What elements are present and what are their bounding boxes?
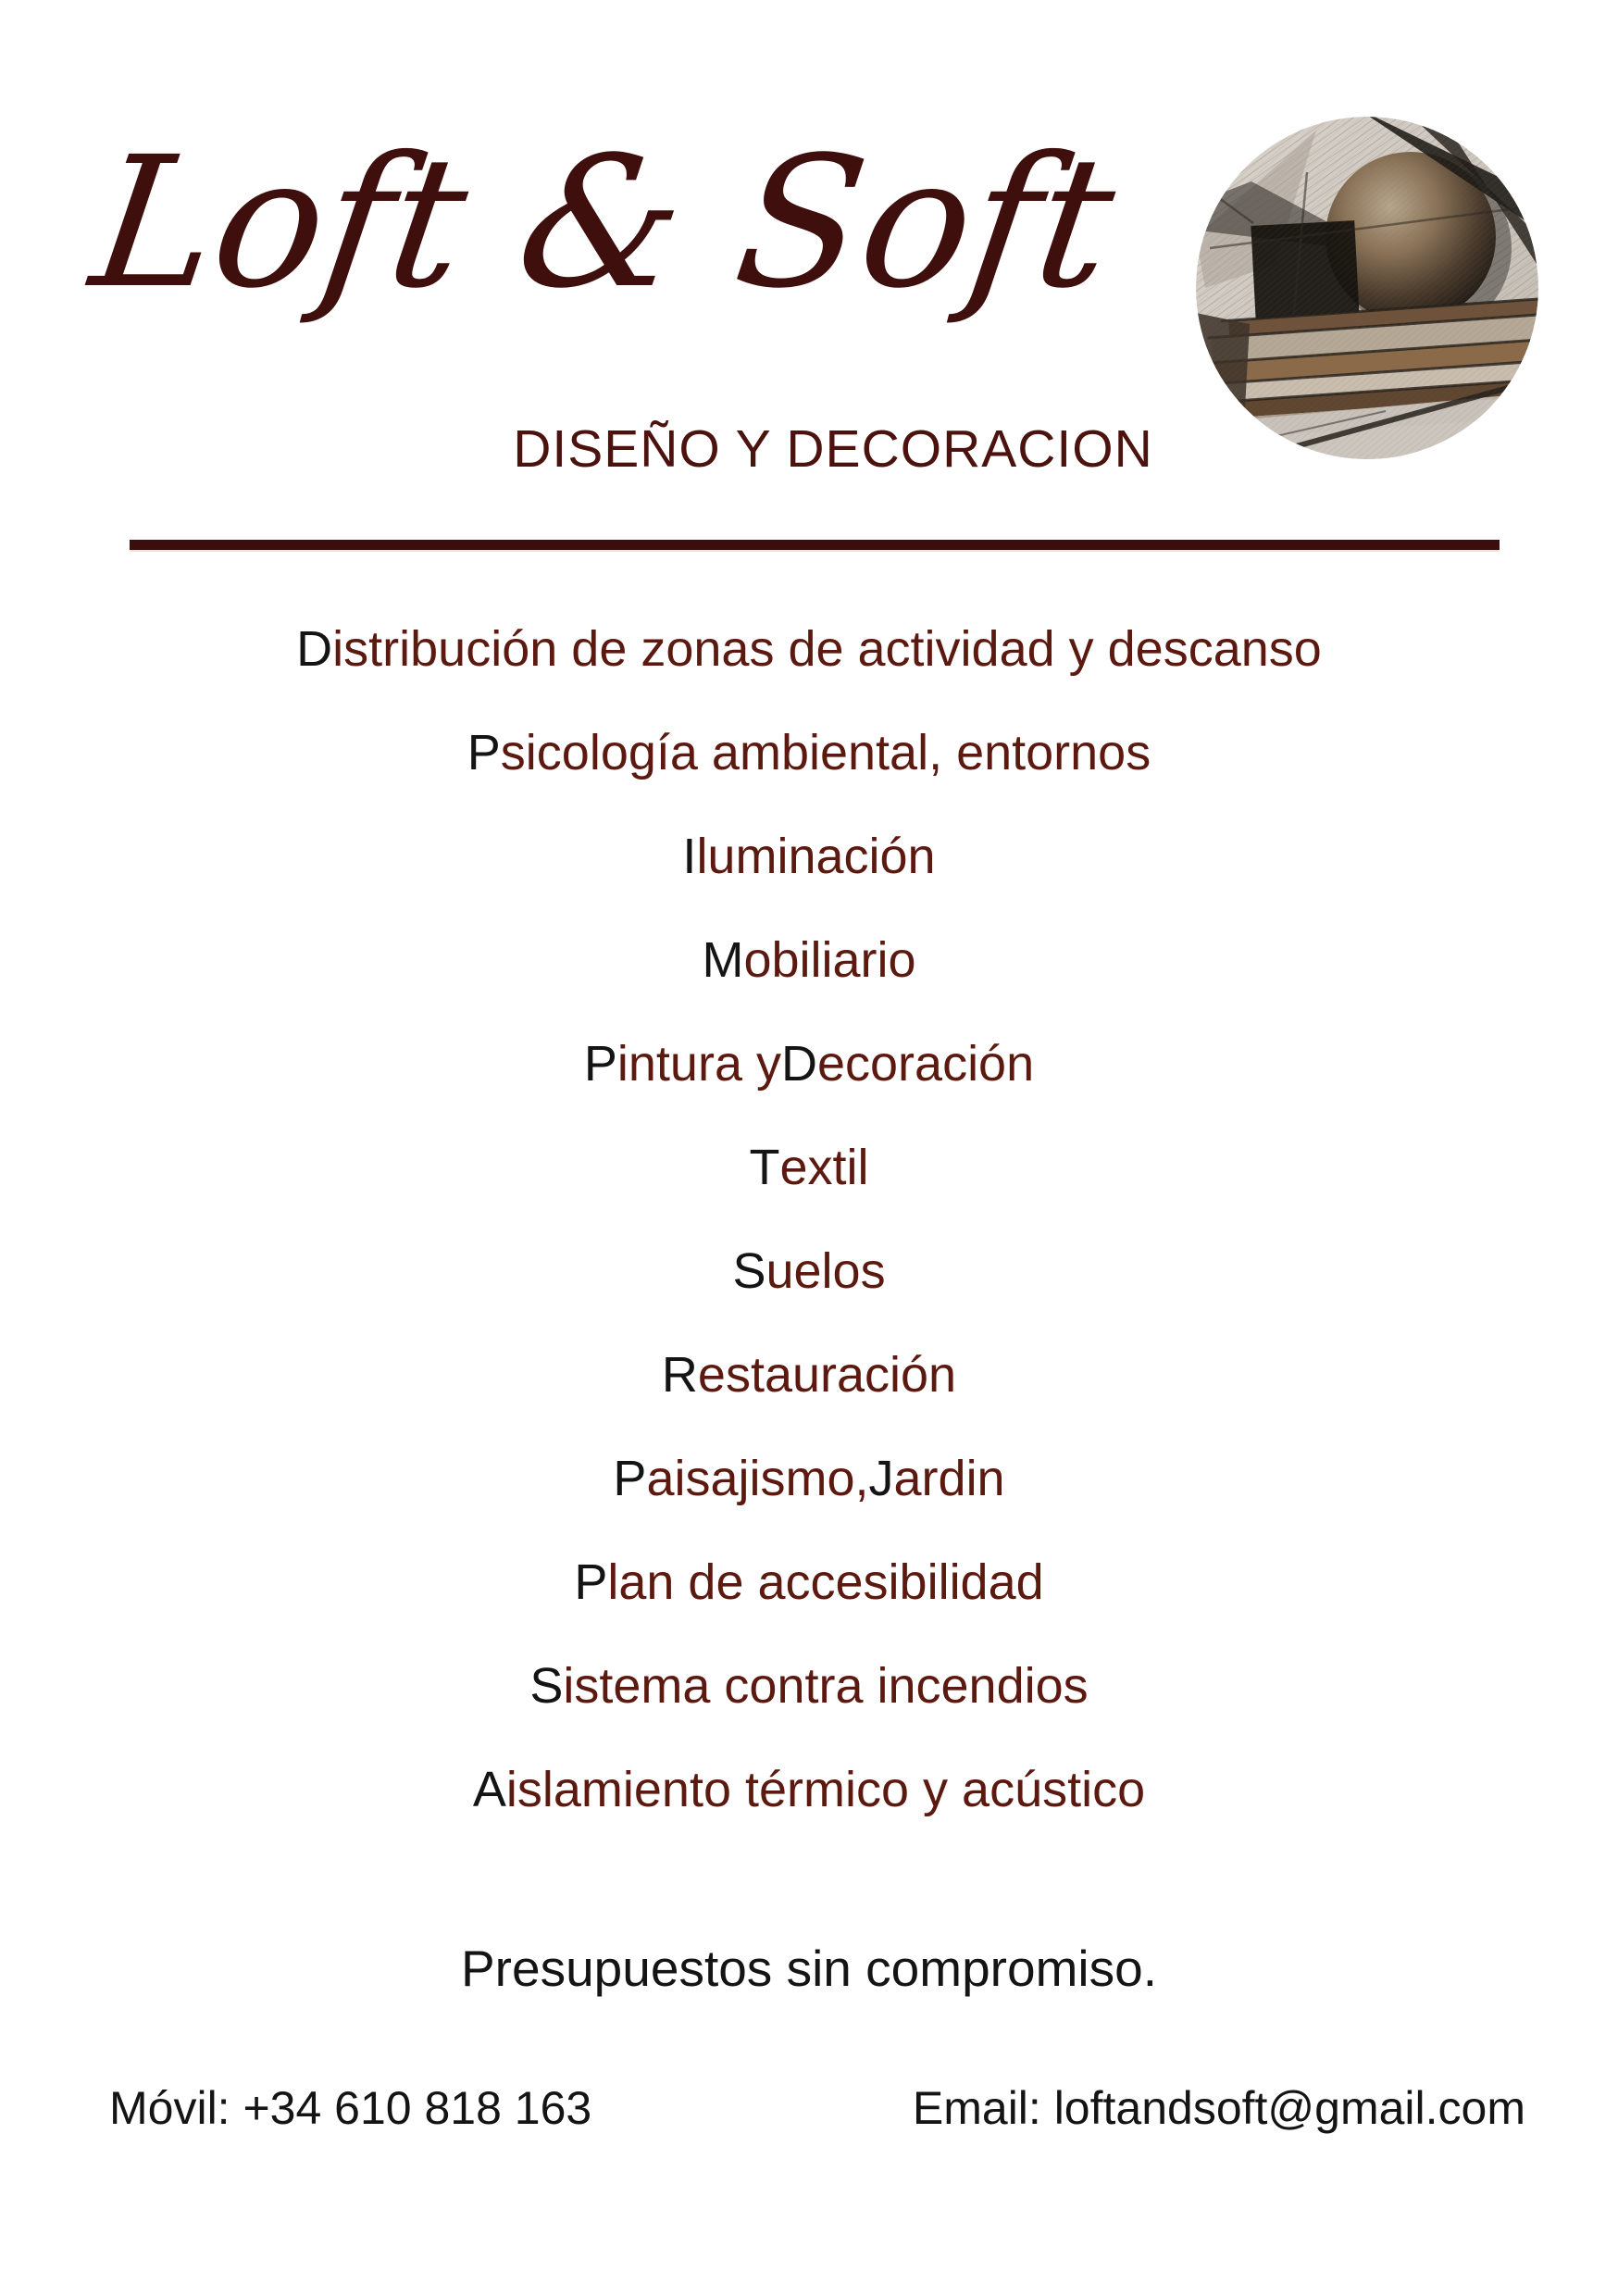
- service-item: P intura y D ecoración: [583, 1036, 1035, 1092]
- service-item: P lan de accesibilidad: [574, 1554, 1044, 1610]
- tagline: Presupuestos sin compromiso.: [461, 1940, 1157, 1997]
- divider-rule: [130, 540, 1500, 552]
- abstract-sketch-icon: [1196, 117, 1538, 459]
- services-list: [0, 597, 1618, 1841]
- service-item: D istribución de zonas de actividad y descanso: [296, 621, 1322, 677]
- logo-artwork-image: [1196, 117, 1538, 459]
- service-item: P aisajismo, J ardin: [613, 1451, 1005, 1506]
- subtitle: DISEÑO Y DECORACION: [513, 419, 1153, 479]
- service-item: S istema contra incendios: [529, 1658, 1089, 1714]
- logo: [81, 74, 1126, 370]
- service-item: I luminación: [682, 829, 936, 884]
- service-item: S uelos: [732, 1243, 886, 1299]
- service-item: T extil: [749, 1140, 869, 1195]
- footer: [109, 2081, 1525, 2135]
- logo-text: Loft & Soft: [81, 117, 1126, 328]
- service-item: P sicología ambiental, entornos: [467, 725, 1151, 780]
- footer-email: Email: loftandsoft@gmail.com: [912, 2082, 1525, 2134]
- service-item: R estauración: [661, 1347, 957, 1403]
- service-item: A islamiento térmico y acústico: [472, 1762, 1146, 1817]
- footer-phone: Móvil: +34 610 818 163: [109, 2082, 592, 2134]
- service-item: M obiliario: [702, 932, 916, 988]
